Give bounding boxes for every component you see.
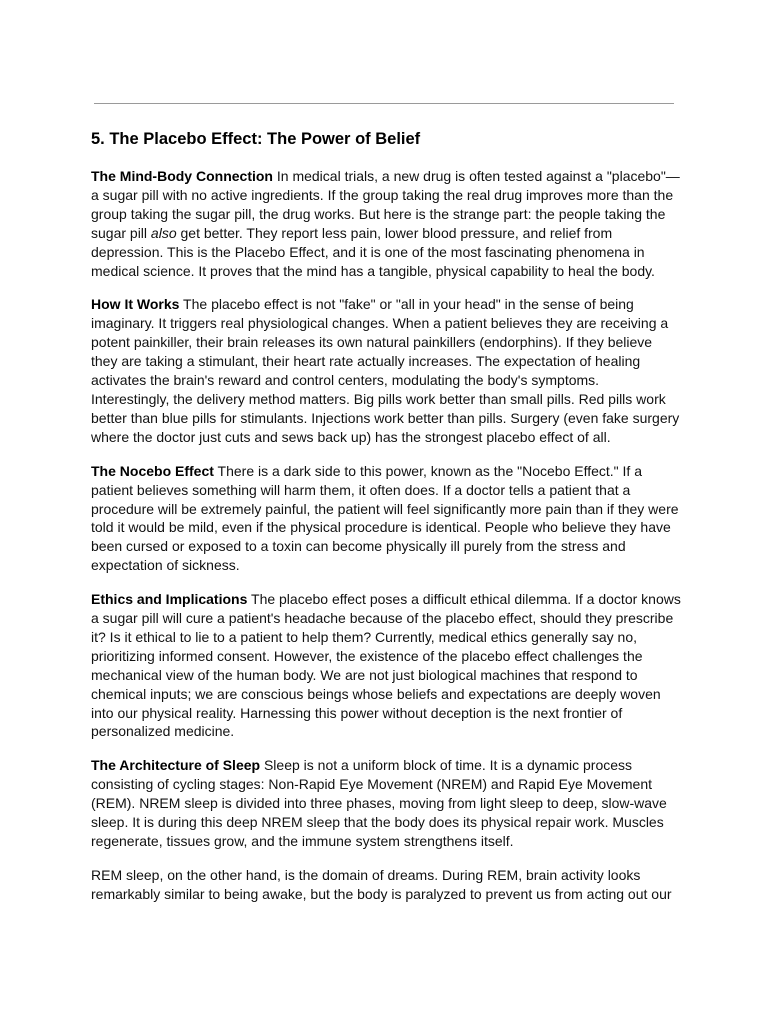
paragraph-text: Sleep is not a uniform block of time. It is a dynamic process consisting of cycling stages: Non-Rapid Eye Movement (NREM) and Rapid Eye Movement (REM). NREM sleep is divided into three phases, moving from light sleep to deep, slow-wave sleep. It is during this deep NREM sleep that the body does its physical repair work. Muscles regenerate, tissues grow, and the immune system strengthens itself. — [91, 757, 667, 849]
paragraph-heading: The Nocebo Effect — [91, 462, 214, 479]
paragraph-text: The placebo effect is not "fake" or "all in your head" in the sense of being imaginary. It triggers real physiological changes. When a patient believes they are receiving a potent painkiller, their brain releases its own natural painkillers (endorphins). If they believe they are taking a stimulant, their heart rate actually increases. The expectation of healing activates the brain's reward and control centers, modulating the body's symptoms. Interestingly, the delivery method matters. Big pills work better than small pills. Red pills work better than blue pills for stimulants. Injections work better than pills. Surgery (even fake surgery where the doctor just cuts and sews back up) has the strongest placebo effect of all. — [91, 296, 680, 445]
paragraph-heading: Ethics and Implications — [91, 591, 248, 608]
paragraph-nocebo-effect — [91, 462, 681, 575]
paragraph-ethics — [91, 590, 681, 741]
document-body — [91, 127, 681, 919]
paragraph-architecture-of-sleep — [91, 756, 681, 851]
paragraph-rem-sleep — [91, 866, 681, 904]
paragraph-text-continued: get better. They report less pain, lower blood pressure, and relief from depression. This is the Placebo Effect, and it is one of the most fascinating phenomena in medical science. It proves that the mind has a tangible, physical capability to heal the body. — [91, 224, 655, 279]
paragraph-text: REM sleep, on the other hand, is the domain of dreams. During REM, brain activity looks remarkably similar to being awake, but the body is paralyzed to prevent us from acting out our — [91, 866, 672, 902]
paragraph-heading: The Architecture of Sleep — [91, 757, 261, 774]
paragraph-heading: The Mind-Body Connection — [91, 168, 273, 184]
horizontal-rule — [94, 103, 674, 104]
paragraph-text: There is a dark side to this power, known as the "Nocebo Effect." If a patient believes something will harm them, it often does. If a doctor tells a patient that a procedure will be extremely painful, the patient will feel significantly more pain than if they were told it would be mild, even if the physical procedure is identical. People who believe they have been cursed or exposed to a toxin can become physically ill purely from the stress and expectation of sickness. — [91, 462, 679, 574]
section-title: 5. The Placebo Effect: The Power of Belief — [91, 130, 421, 148]
paragraph-text: In medical trials, a new drug is often tested against a "placebo"—a sugar pill with no active ingredients. If the group taking the real drug improves more than the group taking the sugar pill, the drug works. But here is the strange part: the people taking the sugar pill — [91, 168, 680, 241]
paragraph-heading: How It Works — [91, 296, 180, 313]
paragraph-how-it-works — [91, 295, 681, 446]
paragraph-mind-body — [91, 167, 681, 280]
emphasis-text: also — [150, 224, 177, 241]
paragraph-text: The placebo effect poses a difficult ethical dilemma. If a doctor knows a sugar pill will cure a patient's headache because of the placebo effect, should they prescribe it? Is it ethical to lie to a patient to help them? Currently, medical ethics generally say no, prioritizing informed consent. However, the existence of the placebo effect challenges the mechanical view of the human body. We are not just biological machines that respond to chemical inputs; we are conscious beings whose beliefs and expectations are deeply woven into our physical reality. Harnessing this power without deception is the next frontier of personalized medicine. — [91, 591, 681, 740]
